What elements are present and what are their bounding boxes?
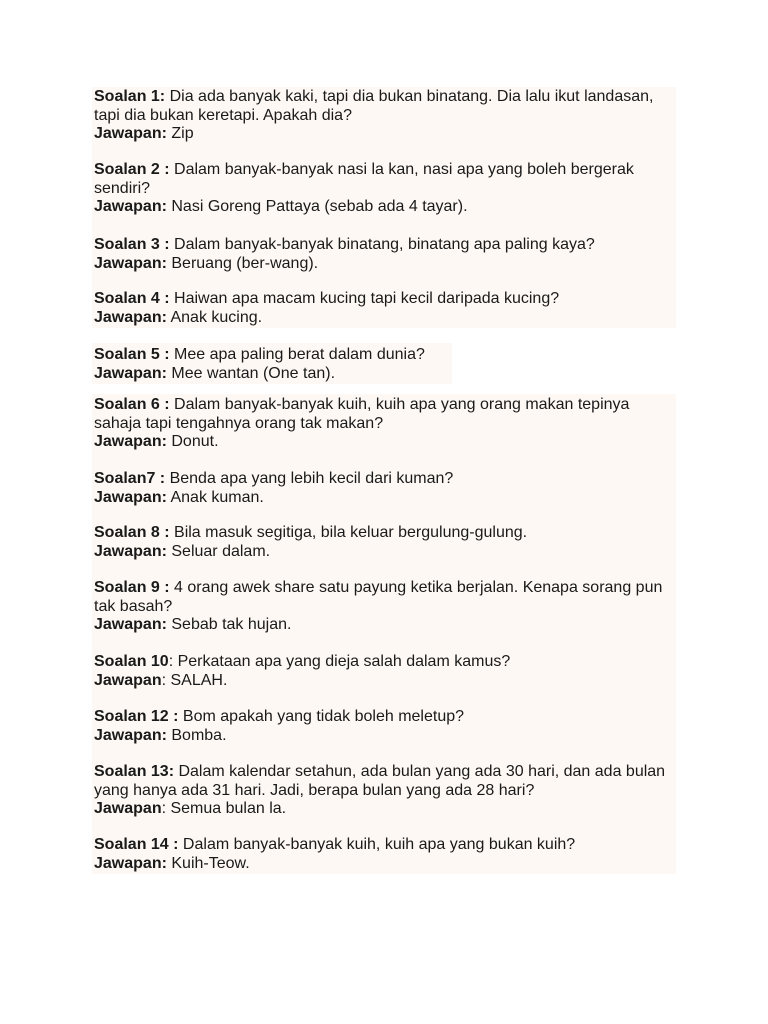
answer bbox=[94, 727, 674, 746]
answer bbox=[94, 365, 674, 384]
answer-text: Sebab tak hujan. bbox=[166, 616, 292, 633]
answer bbox=[94, 855, 674, 874]
question-label: Soalan 4 : bbox=[94, 290, 170, 307]
answer-label: Jawapan bbox=[94, 671, 162, 689]
question bbox=[94, 524, 674, 543]
answer-text: Bomba. bbox=[166, 726, 227, 744]
question-text: Dia ada banyak kaki, tapi dia bukan binatang. Dia lalu ikut landasan, tapi dia bukan keretapi. Apakah dia? bbox=[94, 88, 658, 124]
question-label: Soalan 12 : bbox=[94, 708, 179, 725]
answer bbox=[94, 255, 674, 274]
riddle-9 bbox=[94, 579, 674, 635]
answer-label: Jawapan: bbox=[94, 308, 167, 326]
answer-text: Seluar dalam. bbox=[166, 542, 271, 560]
question bbox=[94, 763, 674, 800]
question bbox=[94, 579, 674, 616]
answer-label: Jawapan: bbox=[94, 854, 167, 872]
answer-label: Jawapan bbox=[94, 800, 162, 817]
question-text: : Perkataan apa yang dieja salah dalam kamus? bbox=[168, 653, 511, 670]
riddle-12 bbox=[94, 708, 674, 745]
question-text: Mee apa paling berat dalam dunia? bbox=[169, 346, 425, 363]
question-label: Soalan 5 : bbox=[94, 346, 170, 363]
question-label: Soalan 9 : bbox=[94, 579, 170, 596]
question-text: Dalam banyak-banyak binatang, binatang apa paling kaya? bbox=[169, 236, 595, 253]
answer-text: : Semua bulan la. bbox=[161, 800, 287, 817]
answer-text: Anak kuman. bbox=[166, 488, 264, 506]
question-text: 4 orang awek share satu payung ketika berjalan. Kenapa sorang pun tak basah? bbox=[94, 579, 667, 615]
riddle-3 bbox=[94, 236, 674, 273]
answer bbox=[94, 800, 674, 819]
answer bbox=[94, 489, 674, 508]
answer bbox=[94, 125, 674, 144]
answer-text: Beruang (ber-wang). bbox=[166, 254, 319, 272]
question-label: Soalan 13: bbox=[94, 763, 175, 780]
riddle-4 bbox=[94, 290, 674, 327]
question bbox=[94, 236, 674, 255]
answer-text: : SALAH. bbox=[161, 671, 228, 689]
question bbox=[94, 88, 674, 125]
answer-text: Anak kucing. bbox=[166, 308, 263, 326]
question-text: Dalam kalendar setahun, ada bulan yang ada 30 hari, dan ada bulan yang hanya ada 31 hari. Jadi, berapa bulan yang ada 28 hari? bbox=[94, 763, 670, 799]
answer bbox=[94, 672, 674, 691]
question bbox=[94, 708, 674, 727]
question-text: Bila masuk segitiga, bila keluar bergulung-gulung. bbox=[169, 524, 528, 541]
question-label: Soalan 6 : bbox=[94, 396, 170, 413]
question bbox=[94, 653, 674, 672]
riddle-2 bbox=[94, 161, 674, 217]
question-label: Soalan 8 : bbox=[94, 524, 170, 541]
riddle-8 bbox=[94, 524, 674, 561]
question-label: Soalan 14 : bbox=[94, 836, 179, 853]
riddle-10 bbox=[94, 653, 674, 690]
answer bbox=[94, 433, 674, 452]
answer bbox=[94, 309, 674, 328]
question-text: Benda apa yang lebih kecil dari kuman? bbox=[165, 470, 454, 487]
question bbox=[94, 836, 674, 855]
riddle-7 bbox=[94, 470, 674, 507]
question-label: Soalan 3 : bbox=[94, 236, 170, 253]
answer-label: Jawapan: bbox=[94, 542, 167, 560]
answer-text: Zip bbox=[166, 125, 194, 142]
question bbox=[94, 161, 674, 198]
question bbox=[94, 290, 674, 309]
answer-label: Jawapan: bbox=[94, 364, 167, 382]
question-label: Soalan 2 : bbox=[94, 161, 170, 178]
answer-text: Nasi Goreng Pattaya (sebab ada 4 tayar). bbox=[166, 198, 468, 215]
question-label: Soalan7 : bbox=[94, 470, 166, 487]
question-text: Dalam banyak-banyak nasi la kan, nasi apa yang boleh bergerak sendiri? bbox=[94, 161, 639, 197]
riddle-13 bbox=[94, 763, 674, 819]
question-text: Haiwan apa macam kucing tapi kecil daripada kucing? bbox=[169, 290, 560, 307]
question bbox=[94, 470, 674, 489]
answer-label: Jawapan: bbox=[94, 616, 167, 633]
answer bbox=[94, 543, 674, 562]
answer bbox=[94, 616, 674, 635]
answer-label: Jawapan: bbox=[94, 254, 167, 272]
answer-label: Jawapan: bbox=[94, 488, 167, 506]
answer-text: Mee wantan (One tan). bbox=[166, 364, 336, 382]
question-label: Soalan 1: bbox=[94, 88, 166, 105]
answer bbox=[94, 198, 674, 217]
answer-text: Kuih-Teow. bbox=[166, 854, 250, 872]
question bbox=[94, 346, 674, 365]
answer-label: Jawapan: bbox=[94, 125, 167, 142]
question-text: Bom apakah yang tidak boleh meletup? bbox=[178, 708, 465, 725]
answer-label: Jawapan: bbox=[94, 198, 167, 215]
riddle-5 bbox=[94, 346, 674, 383]
riddle-14 bbox=[94, 836, 674, 873]
answer-label: Jawapan: bbox=[94, 433, 167, 450]
question bbox=[94, 396, 674, 433]
question-label: Soalan 10 bbox=[94, 653, 169, 670]
riddle-6 bbox=[94, 396, 674, 452]
riddle-1 bbox=[94, 88, 674, 144]
answer-label: Jawapan: bbox=[94, 726, 167, 744]
question-text: Dalam banyak-banyak kuih, kuih apa yang bukan kuih? bbox=[178, 836, 576, 853]
question-text: Dalam banyak-banyak kuih, kuih apa yang orang makan tepinya sahaja tapi tengahnya orang tak makan? bbox=[94, 396, 634, 432]
answer-text: Donut. bbox=[166, 433, 219, 450]
